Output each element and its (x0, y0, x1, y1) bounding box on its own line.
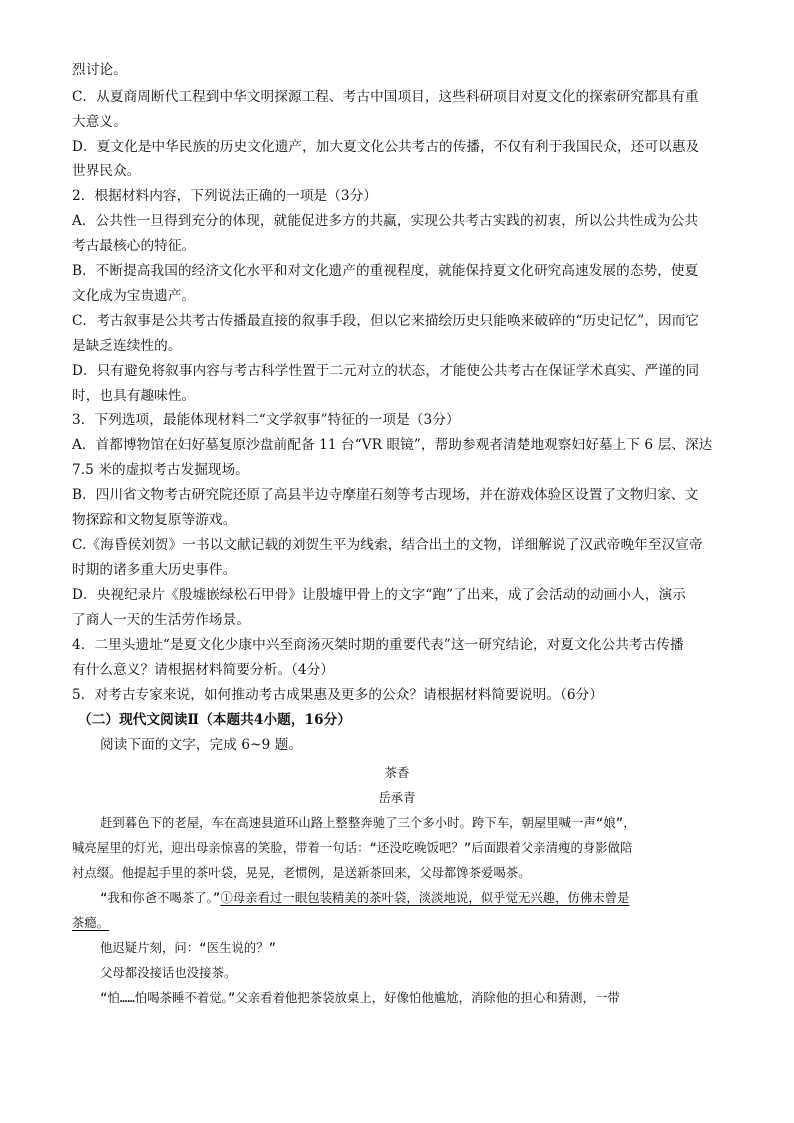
underlined-sentence: ①母亲看过一眼包装精美的茶叶袋，淡淡地说，似乎觉无兴趣，仿佛未曾是 (220, 891, 630, 905)
underlined-sentence: 茶瘾。 (72, 916, 110, 930)
paragraph-line: 父母都没接话也没接茶。 (100, 966, 237, 980)
question-3: 3．下列选项，最能体现材料二“文学叙事”特征的一项是（3分） (72, 412, 460, 428)
text-line: 时，也具有趣味性。 (72, 388, 196, 404)
text-line: 了商人一天的生活劳作场景。 (72, 612, 251, 628)
question-5: 5．对考古专家来说，如何推动考古成果惠及更多的公众？请根据材料简要说明。（6分） (72, 687, 604, 703)
story-author: 岳承青 (378, 791, 416, 805)
section-heading: （二）现代文阅读Ⅱ（本题共4小题，16分） (78, 712, 352, 728)
paragraph-line: 赶到暮色下的老屋，车在高速县道环山路上整整奔驰了三个多小时。跨下车，朝屋里喊一声“娘”， (100, 816, 636, 830)
question-4: 4．二里头遗址“是夏文化少康中兴至商汤灭桀时期的重要代表”这一研究结论，对夏文化公共考古传播 (72, 637, 684, 653)
paragraph-line (72, 914, 720, 932)
paragraph-line: 喊亮屋里的灯光，迎出母亲惊喜的笑脸，带着一句话：“还没吃晚饭吧？”后面跟着父亲清瘦的身影做陪 (72, 841, 633, 855)
dialogue-quote: “我和你爸不喝茶了。” (100, 891, 221, 905)
option-b-line: B．四川省文物考古研究院还原了高县半边寺摩崖石刻等考古现场，并在游戏体验区设置了文物归家、文 (72, 487, 699, 503)
option-b-line: B．不断提高我国的经济文化水平和对文化遗产的重视程度，就能保持夏文化研究高速发展的态势，使夏 (72, 263, 699, 279)
paragraph-line: 他迟疑片刻，问：“医生说的？” (100, 941, 277, 955)
question-2: 2．根据材料内容，下列说法正确的一项是（3分） (72, 188, 378, 204)
text-line: 大意义。 (72, 114, 127, 130)
option-a-line: A．公共性一旦得到充分的体现，就能促进多方的共赢，实现公共考古实践的初衷，所以公共性成为公共 (72, 213, 699, 229)
story-title: 茶香 (384, 766, 410, 780)
text-line: 有什么意义？请根据材料简要分析。（4分） (72, 662, 335, 678)
paragraph-line: “怕……怕喝茶睡不着觉。”父亲看着他把茶袋放桌上，好像怕他尴尬，消除他的担心和猜测，一带 (100, 991, 620, 1005)
option-c-line: C．考古叙事是公共考古传播最直接的叙事手段，但以它来描绘历史只能唤来破碎的“历史记忆”，因而它 (72, 313, 700, 329)
paragraph-line: 衬点缀。他提起手里的茶叶袋，晃晃，老惯例，是送新茶回来，父母都馋茶爱喝茶。 (72, 866, 531, 880)
text-line: 物探踪和文物复原等游戏。 (72, 512, 237, 528)
option-d-line: D．央视纪录片《殷墟嵌绿松石甲骨》让殷墟甲骨上的文字“跑”了出来，成了会活动的动画小人，演示 (72, 587, 686, 603)
text-line: 文化成为宝贵遗产。 (72, 288, 196, 304)
text-line: 世界民众。 (72, 163, 141, 179)
option-d-line: D．夏文化是中华民族的历史文化遗产，加大夏文化公共考古的传播，不仅有利于我国民众，还可以惠及 (72, 139, 700, 155)
option-a-line: A．首都博物馆在妇好墓复原沙盘前配备 11 台“VR 眼镜”，帮助参观者清楚地观察妇好墓上下 6 层、深达 (72, 437, 713, 453)
option-d-line: D．只有避免将叙事内容与考古科学性置于二元对立的状态，才能使公共考古在保证学术真实、严谨的同 (72, 363, 700, 379)
text-line: 是缺乏连续性的。 (72, 338, 182, 354)
text-line: 7.5 米的虚拟考古发掘现场。 (72, 462, 249, 478)
text-line: 烈讨论。 (72, 62, 127, 78)
option-c-line: C．从夏商周断代工程到中华文明探源工程、考古中国项目，这些科研项目对夏文化的探索研究都具有重 (72, 89, 699, 105)
text-line: 考古最核心的特征。 (72, 238, 196, 254)
reading-instruction: 阅读下面的文字，完成 6~9 题。 (100, 737, 303, 753)
option-c-line: C.《海昏侯刘贺》一书以文献记载的刘贺生平为线索，结合出土的文物，详细解说了汉武帝晚年至汉宣帝 (72, 537, 703, 553)
paragraph-line (100, 889, 748, 907)
text-line: 时期的诸多重大历史事件。 (72, 562, 237, 578)
